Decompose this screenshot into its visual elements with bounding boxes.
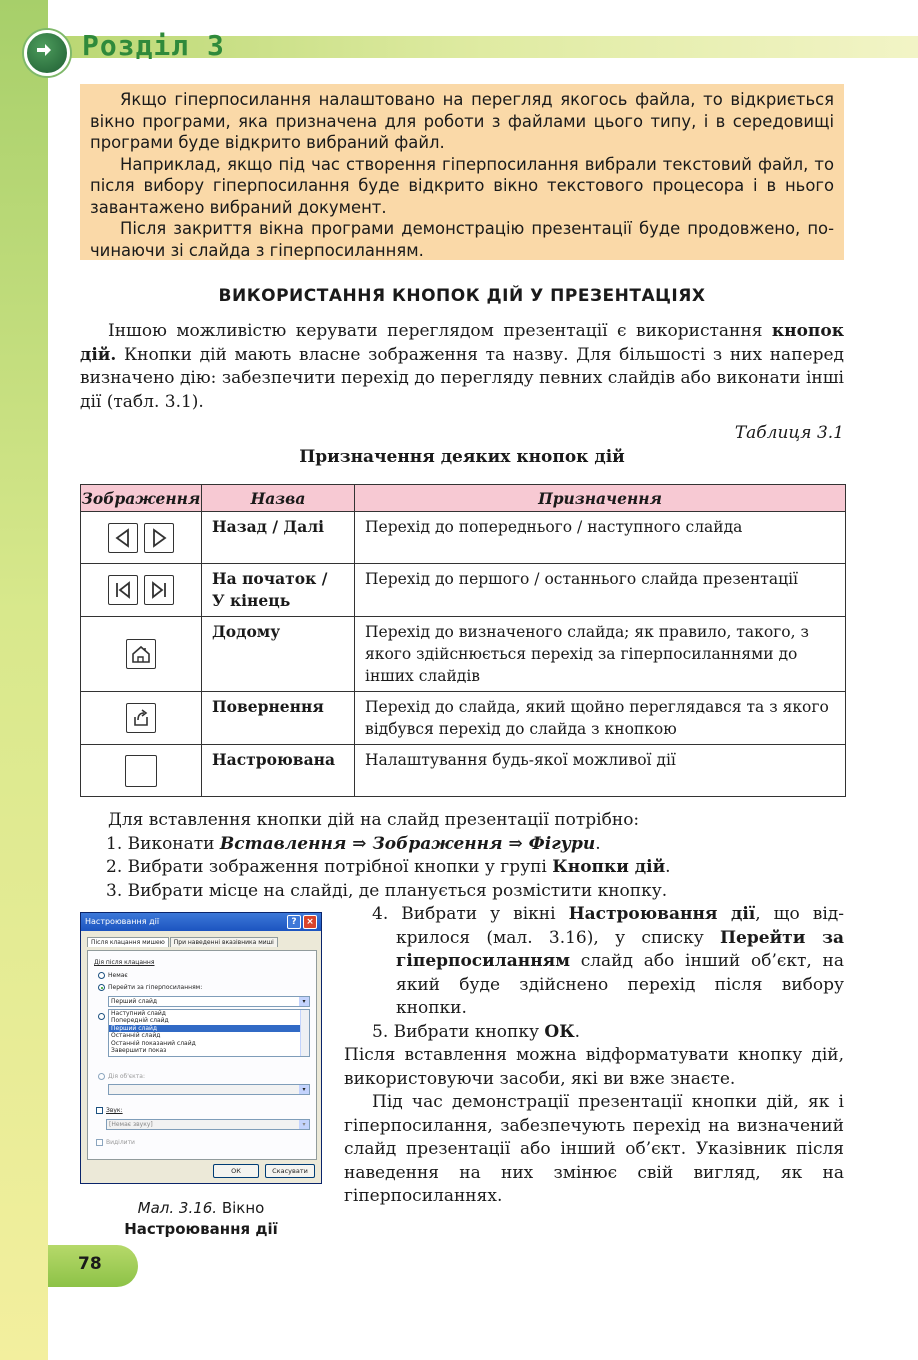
radio-run-program — [98, 1013, 105, 1020]
dialog-titlebar — [81, 913, 321, 931]
step-1-end: . — [595, 833, 601, 854]
sound-label: Звук: — [106, 1107, 123, 1114]
list-item: Попередній слайд — [111, 1017, 169, 1025]
step-1-prefix: 1. Виконати — [106, 833, 220, 854]
object-action-label: Дія об'єкта: — [108, 1073, 146, 1080]
group-label: Дія після клацання — [94, 959, 155, 966]
step-5-a: 5. Вибрати кнопку — [372, 1021, 545, 1042]
highlight-checkbox — [96, 1139, 103, 1146]
step-4-c: , що відкрилося (мал. 3.16), у списку — [396, 904, 844, 948]
section-heading: ВИКОРИСТАННЯ КНОПОК ДІЙ У ПРЕЗЕНТАЦІЯХ — [218, 286, 706, 306]
list-item: Наступний слайд — [111, 1010, 166, 1017]
close-icon: × — [303, 915, 317, 929]
cancel-button: Скасувати — [265, 1164, 315, 1178]
radio-none — [98, 972, 105, 979]
radio-hyperlink — [98, 984, 105, 991]
name-cell: Назад / Далі — [202, 512, 355, 564]
steps-list — [80, 809, 846, 903]
intro-text-a: Іншою можливістю керувати переглядом презентації є використання — [108, 321, 772, 341]
caption-number: Мал. 3.16. — [137, 1199, 218, 1217]
ok-button: ОК — [213, 1164, 259, 1178]
note-box — [80, 84, 844, 260]
name-cell: На початок / У кінець — [202, 564, 355, 617]
step-4-list: Перейти за гіперпосиланням — [396, 927, 844, 971]
name-cell: Повернення — [202, 692, 355, 745]
back-button-icon — [108, 523, 138, 553]
image-cell — [81, 617, 202, 692]
step-2-prefix: 2. Вибрати зображення потрібної кнопки у групі — [106, 857, 553, 877]
table-row — [81, 564, 846, 617]
hyperlink-combo — [108, 996, 310, 1007]
dialog-title: Настроювання дії — [85, 917, 160, 926]
sound-combo — [106, 1119, 310, 1130]
image-cell — [81, 745, 202, 797]
table-header-row — [81, 485, 846, 512]
chevron-down-icon: ▾ — [299, 997, 309, 1006]
chevron-down-icon: ▾ — [299, 1085, 309, 1094]
return-button-icon — [126, 703, 156, 733]
side-strip — [0, 0, 48, 1360]
sound-combo-value: [Немає звуку] — [109, 1121, 153, 1128]
name-cell: Настроювана — [202, 745, 355, 797]
last-slide-button-icon — [144, 575, 174, 605]
action-settings-dialog-screenshot — [80, 912, 322, 1184]
intro-paragraph — [80, 320, 844, 414]
list-scrollbar — [300, 1010, 309, 1056]
radio-hyperlink-label: Перейти за гіперпосиланням: — [108, 984, 203, 991]
step-1-path: Вставлення ⇒ Зображення ⇒ Фігури — [219, 833, 596, 854]
dialog-panel — [87, 950, 317, 1160]
steps-continued — [344, 903, 844, 1209]
steps-lead: Для вставлення кнопки дій на слайд презентації потрібно: — [108, 810, 640, 830]
table-row — [81, 745, 846, 797]
chevron-down-icon: ▾ — [299, 1120, 309, 1129]
step-5-end: . — [574, 1021, 581, 1042]
header-image: Зображення — [81, 485, 202, 512]
hyperlink-combo-value: Перший слайд — [111, 998, 158, 1005]
intro-text-b: Кнопки дій мають власне зображення та назву. Для більшості з них наперед визначено дію: забезпечити перехід до перегляду певних слайдів або виконати інші дії (табл. 3.1). — [80, 344, 844, 412]
list-item-selected: Перший слайд — [109, 1025, 309, 1032]
page-number: 78 — [78, 1254, 102, 1274]
purpose-cell: Перехід до першого / останнього слайда презентації — [355, 564, 846, 617]
dialog-tabs — [87, 937, 279, 949]
list-item: Завершити показ — [111, 1047, 167, 1055]
step-4-a: 4. Вибрати у вікні — [372, 904, 569, 924]
note-paragraph-1: Якщо гіперпосилання налаштовано на перегляд якогось файла, то відкриється вікно програми, яка призначена для роботи з файлами цього типу, і в середовищі програми буде відкрито вибраний файл. — [90, 90, 834, 152]
first-slide-button-icon — [108, 575, 138, 605]
step-1 — [80, 833, 846, 857]
caption-bold: Настроювання дії — [124, 1220, 278, 1238]
step-3: 3. Вибрати місце на слайді, де планується розмістити кнопку. — [106, 880, 668, 901]
note-paragraph-2: Наприклад, якщо під час створення гіперпосилання вибрали текстовий файл, то після вибору гіперпосилання буде відкрито вікно текстового процесора і в нього завантажено вибраний документ. — [90, 154, 834, 217]
step-4-window: Настроювання дії — [568, 904, 756, 924]
table-title: Призначення деяких кнопок дій — [299, 447, 625, 467]
intro-bold-term: кнопок дій. — [80, 321, 844, 365]
purpose-cell: Перехід до слайда, який щойно переглядався та з якого відбувся перехід до слайда з кнопкою — [355, 692, 846, 745]
table-row — [81, 512, 846, 564]
next-button-icon — [144, 523, 174, 553]
purpose-cell: Перехід до попереднього / наступного слайда — [355, 512, 846, 564]
arrow-right-icon — [24, 30, 70, 76]
purpose-cell: Налаштування будь-якої можливої дії — [355, 745, 846, 797]
home-button-icon — [126, 639, 156, 669]
slide-listbox — [108, 1009, 310, 1057]
header-name: Назва — [202, 485, 355, 512]
table-label: Таблиця 3.1 — [734, 423, 844, 443]
caption-text: Вікно — [217, 1199, 265, 1217]
radio-object-action — [98, 1073, 105, 1080]
image-cell — [81, 692, 202, 745]
step-4-e: слайд або інший об’єкт, на який буде здійснено перехід після вибору кнопки. — [396, 951, 844, 1018]
tab-on-click: Після клацання мишею — [87, 937, 169, 947]
sound-checkbox — [96, 1107, 103, 1114]
step-5 — [344, 1021, 844, 1045]
list-item: Останній показаний слайд — [111, 1039, 196, 1047]
after-paragraph-2: Під час демонстрації презентації кнопки дій, як і гіперпосилання, забезпечують перехід на визначений слайд презентації або інший об’єкт. Указівник після наведення на них змінює свій вигляд, як на гіперпосиланнях. — [344, 1092, 844, 1206]
highlight-label: Виділити — [106, 1139, 135, 1146]
note-paragraph-3: Після закриття вікна програми демонстрацію презентації буде продовжено, починаючи зі слайда з гіперпосиланням. — [90, 219, 834, 260]
table-row — [81, 617, 846, 692]
step-4 — [344, 903, 844, 1021]
chapter-title: Розділ 3 — [82, 29, 225, 62]
figure-caption — [80, 1198, 322, 1240]
action-buttons-table — [80, 484, 846, 797]
list-item: Останній слайд — [111, 1032, 161, 1040]
step-2-end: . — [665, 857, 671, 877]
step-2 — [80, 856, 846, 880]
header-purpose: Призначення — [355, 485, 846, 512]
custom-button-icon — [125, 755, 157, 787]
image-cell — [81, 512, 202, 564]
tab-on-hover: При наведенні вказівника миші — [170, 937, 278, 947]
image-cell — [81, 564, 202, 617]
table-row — [81, 692, 846, 745]
purpose-cell: Перехід до визначеного слайда; як правило, такого, з якого здійснюється перехід за гіперпосиланнями до інших слайдів — [355, 617, 846, 692]
step-5-ok: ОК — [544, 1021, 575, 1042]
step-2-group: Кнопки дій — [552, 857, 666, 877]
name-cell: Додому — [202, 617, 355, 692]
object-action-combo — [108, 1084, 310, 1095]
help-icon: ? — [287, 915, 301, 929]
radio-none-label: Немає — [108, 972, 128, 979]
after-paragraph-1: Після вставлення можна відформатувати кнопку дій, використовуючи засоби, які ви вже знаєте. — [344, 1045, 844, 1089]
